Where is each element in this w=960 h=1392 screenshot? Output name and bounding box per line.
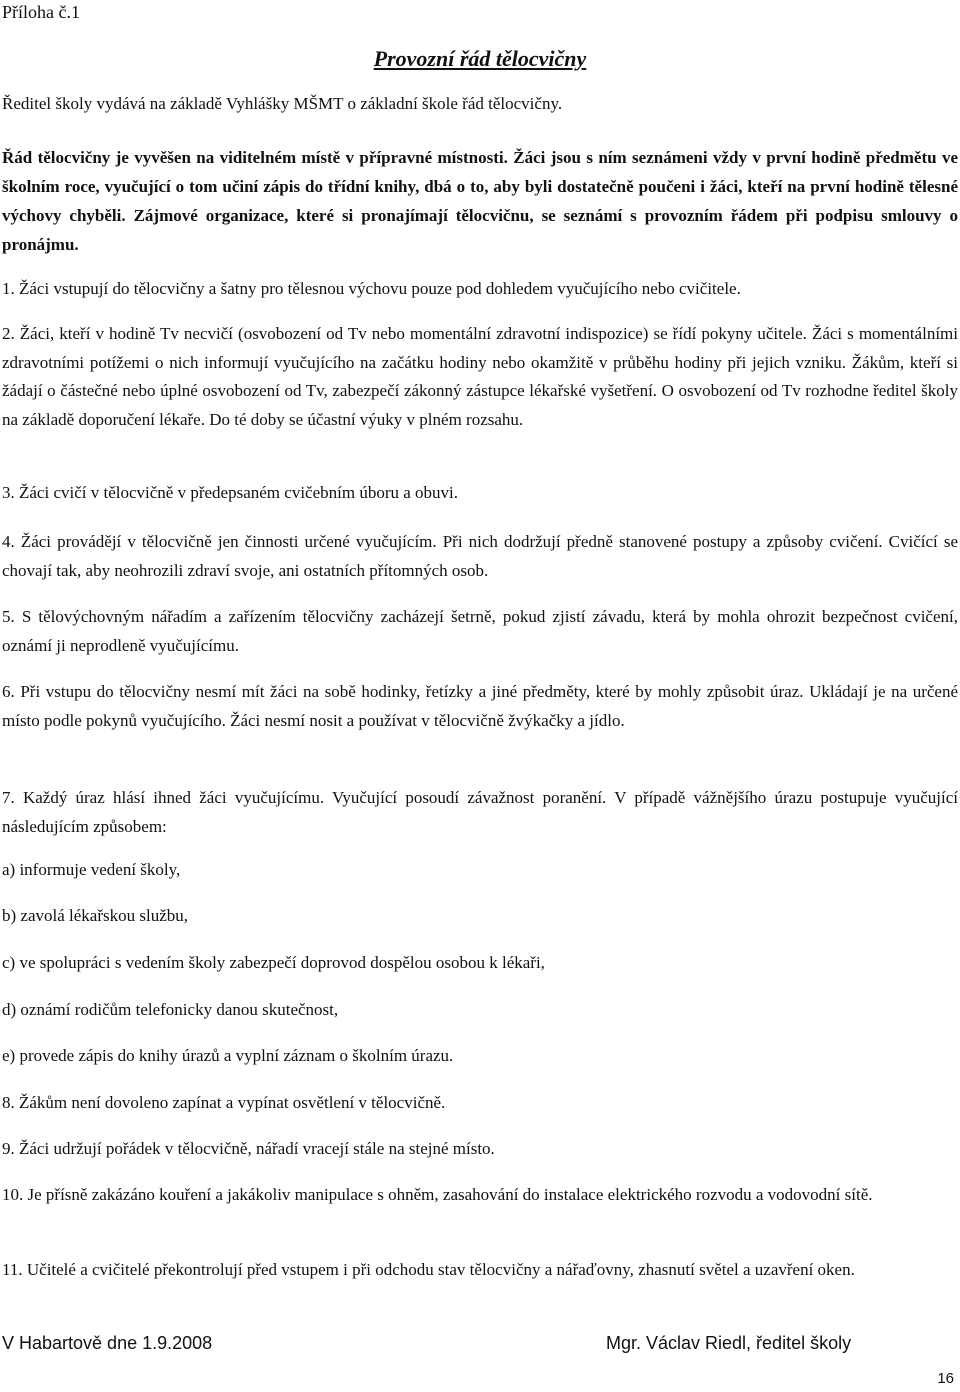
- rule-6: 6. Při vstupu do tělocvičny nesmí mít žáci na sobě hodinky, řetízky a jiné předměty, které by mohly způsobit úraz. Ukládají je na určené místo podle pokynů vyučujícího. Žáci nesmí nosit a používat v tělocvičně žvýkačky a jídlo.: [2, 682, 958, 730]
- rule-11: 11. Učitelé a cvičitelé překontrolují před vstupem i při odchodu stav tělocvičny a nářaďovny, zhasnutí světel a uzavření oken.: [2, 1260, 855, 1279]
- rule-2: 2. Žáci, kteří v hodině Tv necvičí (osvobození od Tv nebo momentální zdravotní indispozice) se řídí pokyny učitele. Žáci s momentálními zdravotními potížemi o nich informují vyučujícího na začátku hodiny nebo okamžitě v průběhu hodiny při jejich vzniku. Žákům, kteří si žádají o částečné nebo úplné osvobození od Tv, zabezpečí zákonný zástupce lékařské vyšetření. O osvobození od Tv rozhodne ředitel školy na základě doporučení lékaře. Do té doby se účastní výuky v plném rozsahu.: [2, 324, 958, 429]
- rule-7: 7. Každý úraz hlásí ihned žáci vyučujícímu. Vyučující posoudí závažnost poranění. V případě vážnějšího úrazu postupuje vyučující následujícím způsobem:: [2, 788, 958, 836]
- rule-8: 8. Žákům není dovoleno zapínat a vypínat osvětlení v tělocvičně.: [2, 1093, 446, 1112]
- rule-9: 9. Žáci udržují pořádek v tělocvičně, nářadí vracejí stále na stejné místo.: [2, 1139, 495, 1158]
- signature-line: Mgr. Václav Riedl, ředitel školy: [606, 1333, 852, 1353]
- rule-3: 3. Žáci cvičí v tělocvičně v předepsaném cvičebním úboru a obuvi.: [2, 483, 459, 502]
- step-e: e) provede zápis do knihy úrazů a vyplní záznam o školním úrazu.: [2, 1046, 454, 1065]
- rule-4: 4. Žáci provádějí v tělocvičně jen činnosti určené vyučujícím. Při nich dodržují předně stanovené postupy a způsoby cvičení. Cvičící se chovají tak, aby neohrozili zdraví svoje, ani ostatních přítomných osob.: [2, 532, 958, 580]
- step-b: b) zavolá lékařskou službu,: [2, 906, 188, 925]
- bold-paragraph: Řád tělocvičny je vyvěšen na viditelném místě v přípravné místnosti. Žáci jsou s ním seznámeni vždy v první hodině předmětu ve školním roce, vyučující o tom učiní zápis do třídní knihy, dbá o to, aby byli dostatečně poučeni i žáci, kteří na první hodině tělesné výchovy chyběli. Zájmové organizace, které si pronajímají tělocvičnu, se seznámí s provozním řádem při podpisu smlouvy o pronájmu.: [2, 148, 958, 254]
- page-title: Provozní řád tělocvičny: [373, 46, 587, 71]
- place-date: V Habartově dne 1.9.2008: [2, 1333, 213, 1353]
- step-a: a) informuje vedení školy,: [2, 860, 181, 879]
- step-d: d) oznámí rodičům telefonicky danou skutečnost,: [2, 1000, 339, 1019]
- intro-text: Ředitel školy vydává na základě Vyhlášky MŠMT o základní škole řád tělocvičny.: [2, 94, 563, 113]
- rule-10: 10. Je přísně zakázáno kouření a jakákoliv manipulace s ohněm, zasahování do instalace elektrického rozvodu a vodovodní sítě.: [2, 1185, 873, 1204]
- page-number: 16: [937, 1370, 954, 1387]
- attachment-label: Příloha č.1: [2, 2, 80, 22]
- rule-1: 1. Žáci vstupují do tělocvičny a šatny pro tělesnou výchovu pouze pod dohledem vyučujícího nebo cvičitele.: [2, 279, 741, 298]
- rule-5: 5. S tělovýchovným nářadím a zařízením tělocvičny zacházejí šetrně, pokud zjistí závadu, která by mohla ohrozit bezpečnost cvičení, oznámí ji neprodleně vyučujícímu.: [2, 607, 958, 655]
- step-c: c) ve spolupráci s vedením školy zabezpečí doprovod dospělou osobou k lékaři,: [2, 953, 545, 972]
